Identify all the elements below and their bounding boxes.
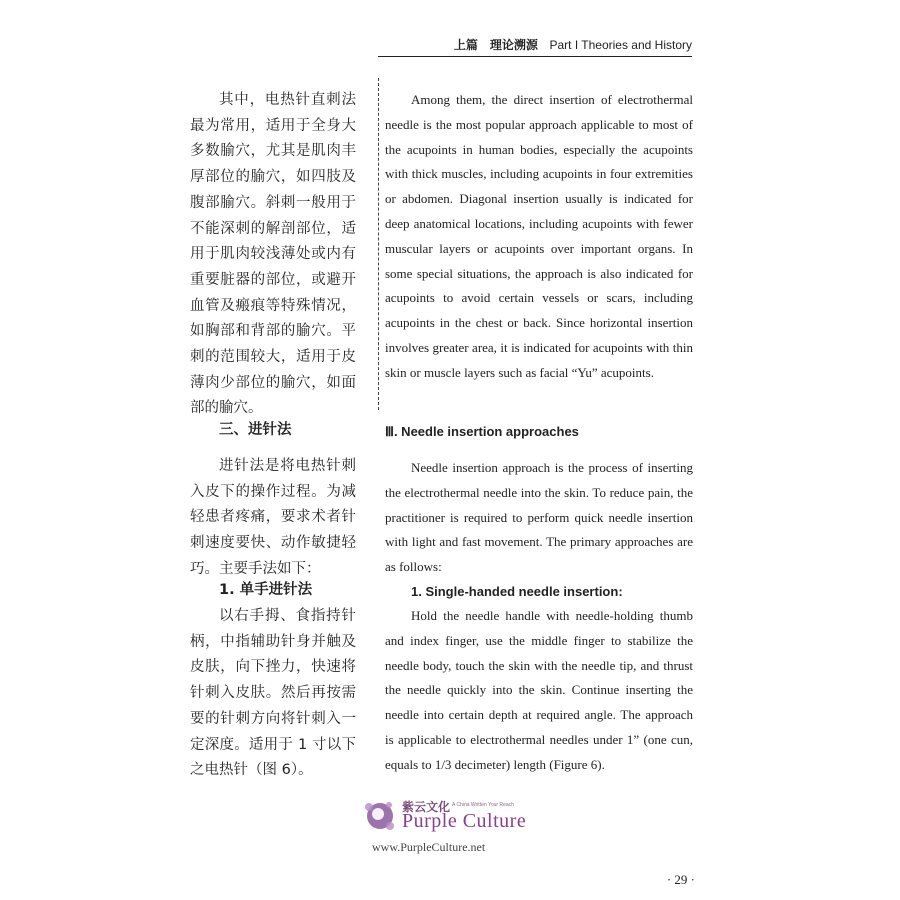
cn-subheading	[190, 578, 356, 604]
en-paragraph-3	[385, 604, 693, 778]
cn-subheading-text: 1. 单手进针法	[219, 582, 313, 598]
en-paragraph-1	[385, 88, 693, 386]
cn-paragraph-3-text: 以右手拇、食指持针柄，中指辅助针身并触及皮肤，向下挫力，快速将针刺入皮肤。然后再按需要的针刺方向将针刺入一定深度。适用于 1 寸以下之电热针（图 6）。	[190, 608, 356, 779]
watermark-cn: 紫云文化	[402, 800, 451, 814]
watermark-brand: Purple Culture	[402, 810, 527, 832]
watermark-url: www.PurpleCulture.net	[372, 840, 486, 854]
en-paragraph-1-text: Among them, the direct insertion of electrothermal needle is the most popular approach applicable to most of the acupoints in human bodies, especially the acupoints with thick muscles, including acupoints in four extremities or abdomen. Diagonal insertion usually is indicated for deep anatomical locations, including acupoints with fewer muscular layers or acupoints over important organs. In some special situations, the approach is also indicated for acupoints to avoid certain vessels or scars, including acupoints in the chest or back. Since horizontal insertion involves greater area, it is indicated for acupoints with thin skin or muscle layers such as facial “Yu” acupoints.	[385, 92, 693, 380]
cn-heading-text: 三、进针法	[219, 422, 292, 438]
cn-paragraph-2	[190, 454, 356, 583]
cn-section-heading	[190, 418, 356, 444]
running-head-cn: 上篇 理论溯源	[453, 38, 538, 52]
purple-culture-logo-icon	[360, 796, 400, 840]
running-head	[378, 36, 692, 57]
column-divider	[378, 78, 379, 410]
watermark-tagline: A China Written Your Reach	[452, 802, 514, 808]
en-paragraph-2-text: Needle insertion approach is the process of inserting the electrothermal needle into the skin. To reduce pain, the practitioner is required to perform quick needle insertion with light and fast movement. The primary approaches are as follows:	[385, 460, 693, 575]
en-paragraph-3-text: Hold the needle handle with needle-holding thumb and index finger, use the middle finger to stabilize the needle body, touch the skin with the needle tip, and thrust the needle quickly into the skin. Continue inserting the needle into certain depth at required angle. The approach is applicable to electrothermal needles under 1” (one cun, equals to 1/3 decimeter) length (Figure 6).	[385, 608, 693, 772]
en-heading-text: Ⅲ. Needle insertion approaches	[385, 424, 579, 439]
en-section-heading	[385, 420, 693, 445]
cn-paragraph-3	[190, 604, 356, 784]
en-subheading	[385, 580, 693, 605]
cn-paragraph-2-text: 进针法是将电热针刺入皮下的操作过程。为减轻患者疼痛，要求术者针刺速度要快、动作敏捷轻巧。主要手法如下：	[190, 458, 356, 577]
page-number: · 29 ·	[666, 872, 695, 887]
watermark	[360, 796, 550, 856]
en-paragraph-2	[385, 456, 693, 580]
cn-paragraph-1	[190, 88, 356, 422]
cn-paragraph-1-text: 其中，电热针直刺法最为常用，适用于全身大多数腧穴，尤其是肌肉丰厚部位的腧穴，如四肢及腹部腧穴。斜刺一般用于不能深刺的解剖部位，适用于肌肉较浅薄处或内有重要脏器的部位，或避开血管及瘢痕等特殊情况，如胸部和背部的腧穴。平刺的范围较大，适用于皮薄肉少部位的腧穴，如面部的腧穴。	[190, 92, 356, 417]
running-head-en: Part I Theories and History	[549, 38, 692, 52]
en-subheading-text: 1. Single-handed needle insertion:	[411, 584, 623, 599]
